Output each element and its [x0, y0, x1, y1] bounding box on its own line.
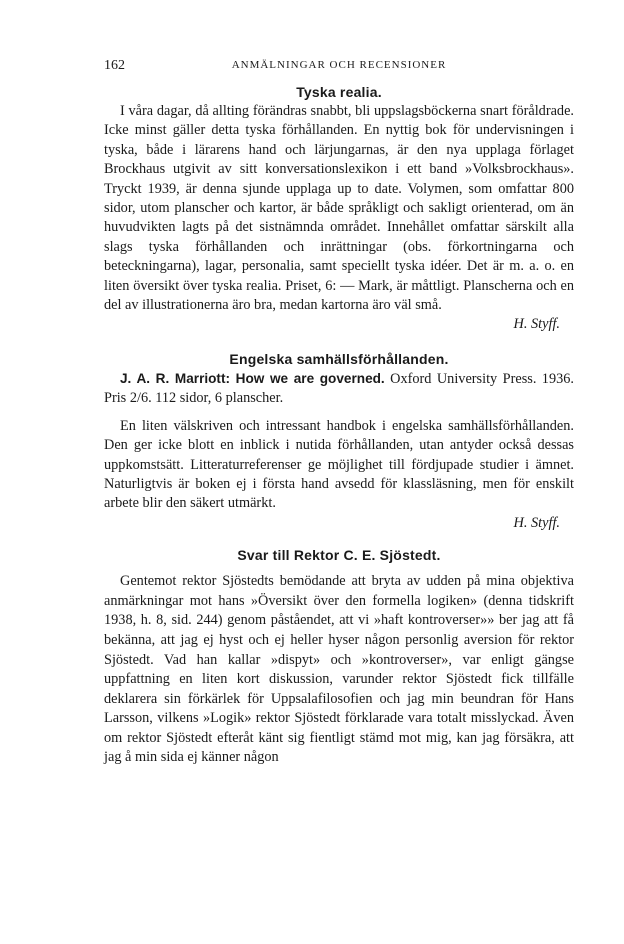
signature: H. Styff.	[513, 316, 560, 333]
document-page	[104, 58, 574, 768]
reference-author-title: J. A. R. Marriott: How we are governed.	[120, 370, 385, 386]
book-reference	[104, 369, 574, 409]
section-title: Engelska samhällsförhållanden.	[229, 350, 449, 367]
section-title: Svar till Rektor C. E. Sjöstedt.	[237, 547, 441, 564]
section-body: Gentemot rektor Sjöstedts bemödande att bryta av udden på mina objektiva anmärkningar mot hans »Översikt över den formella logiken» (denna tidskrift 1938, h. 8, sid. 244) genom påståendet, att vi »haft kontroverser»» ber jag att få bekänna, att jag ej hyst och ej heller hyser någon personlig aversion för rektor Sjöstedt. Vad han kallar »dispyt» och »kontroverser», var enligt gängse uppfattning en liten kort diskussion, varunder rektor Sjöstedt fick tillfälle deklarera sin förkärlek för Uppsalafilosofien och jag min beundran för Hans Larsson, vilkens »Logik» rektor Sjöstedt förklarade vara totalt misslyckad. Även om rektor Sjöstedt efteråt känt sig fientligt stämd mot mig, kan jag försäkra, att jag å min sida ej känner någon	[104, 573, 574, 766]
section-body: En liten välskriven och intressant handbok i engelska samhällsförhållanden. Den ger icke blott en inblick i nutida förhållanden, utan antyder också dessas uppkomstsätt. Litteraturreferenser ge möjlighet till fördjupade studier i ämnet. Naturligtvis är boken ej i första hand avsedd för klassläsning, men för enskilt arbete blir den säkert utmärkt.	[104, 417, 574, 512]
section-svar-till-rektor	[104, 547, 574, 768]
reference-details: Oxford University Press. 1936. Pris 2/6. 112 sidor, 6 planscher.	[104, 370, 574, 407]
running-title: ANMÄLNINGAR OCH RECENSIONER	[231, 59, 447, 71]
page-number: 162	[104, 58, 125, 73]
section-engelska-samhallsforhallanden	[104, 351, 574, 533]
signature: H. Styff.	[513, 514, 560, 531]
running-head	[104, 58, 574, 78]
section-body: I våra dagar, då allting förändras snabbt, bli uppslagsböckerna snart föråldrade. Icke minst gäller detta tyska förhållanden. En nyttig bok för undervisningen i tyska, både i lärarens hand och lärjungarnas, är den nya upplaga förlaget Brockhaus utgivit av sitt konversationslexikon i ett band »Volksbrockhaus». Tryckt 1939, är denna sjunde upplaga up to date. Volymen, som omfattar 800 sidor, utom planscher och kartor, är både språkligt och sakligt orienterad, om än huvudvikten lagts på det sistnämnda området. Innehållet omfattar särskilt alla slags tyska förhållanden och inrättningar (obs. förkortningarna och beteckningarna), lagar, personalia, samt speciellt tyska idéer. Det är m. a. o. en liten översikt över tyska realia. Priset, 6: — Mark, är måttligt. Planscherna och en del av illustrationerna äro bra, medan kartorna äro väl små.	[104, 103, 574, 314]
section-title: Tyska realia.	[296, 84, 382, 100]
section-tyska-realia	[104, 84, 574, 335]
